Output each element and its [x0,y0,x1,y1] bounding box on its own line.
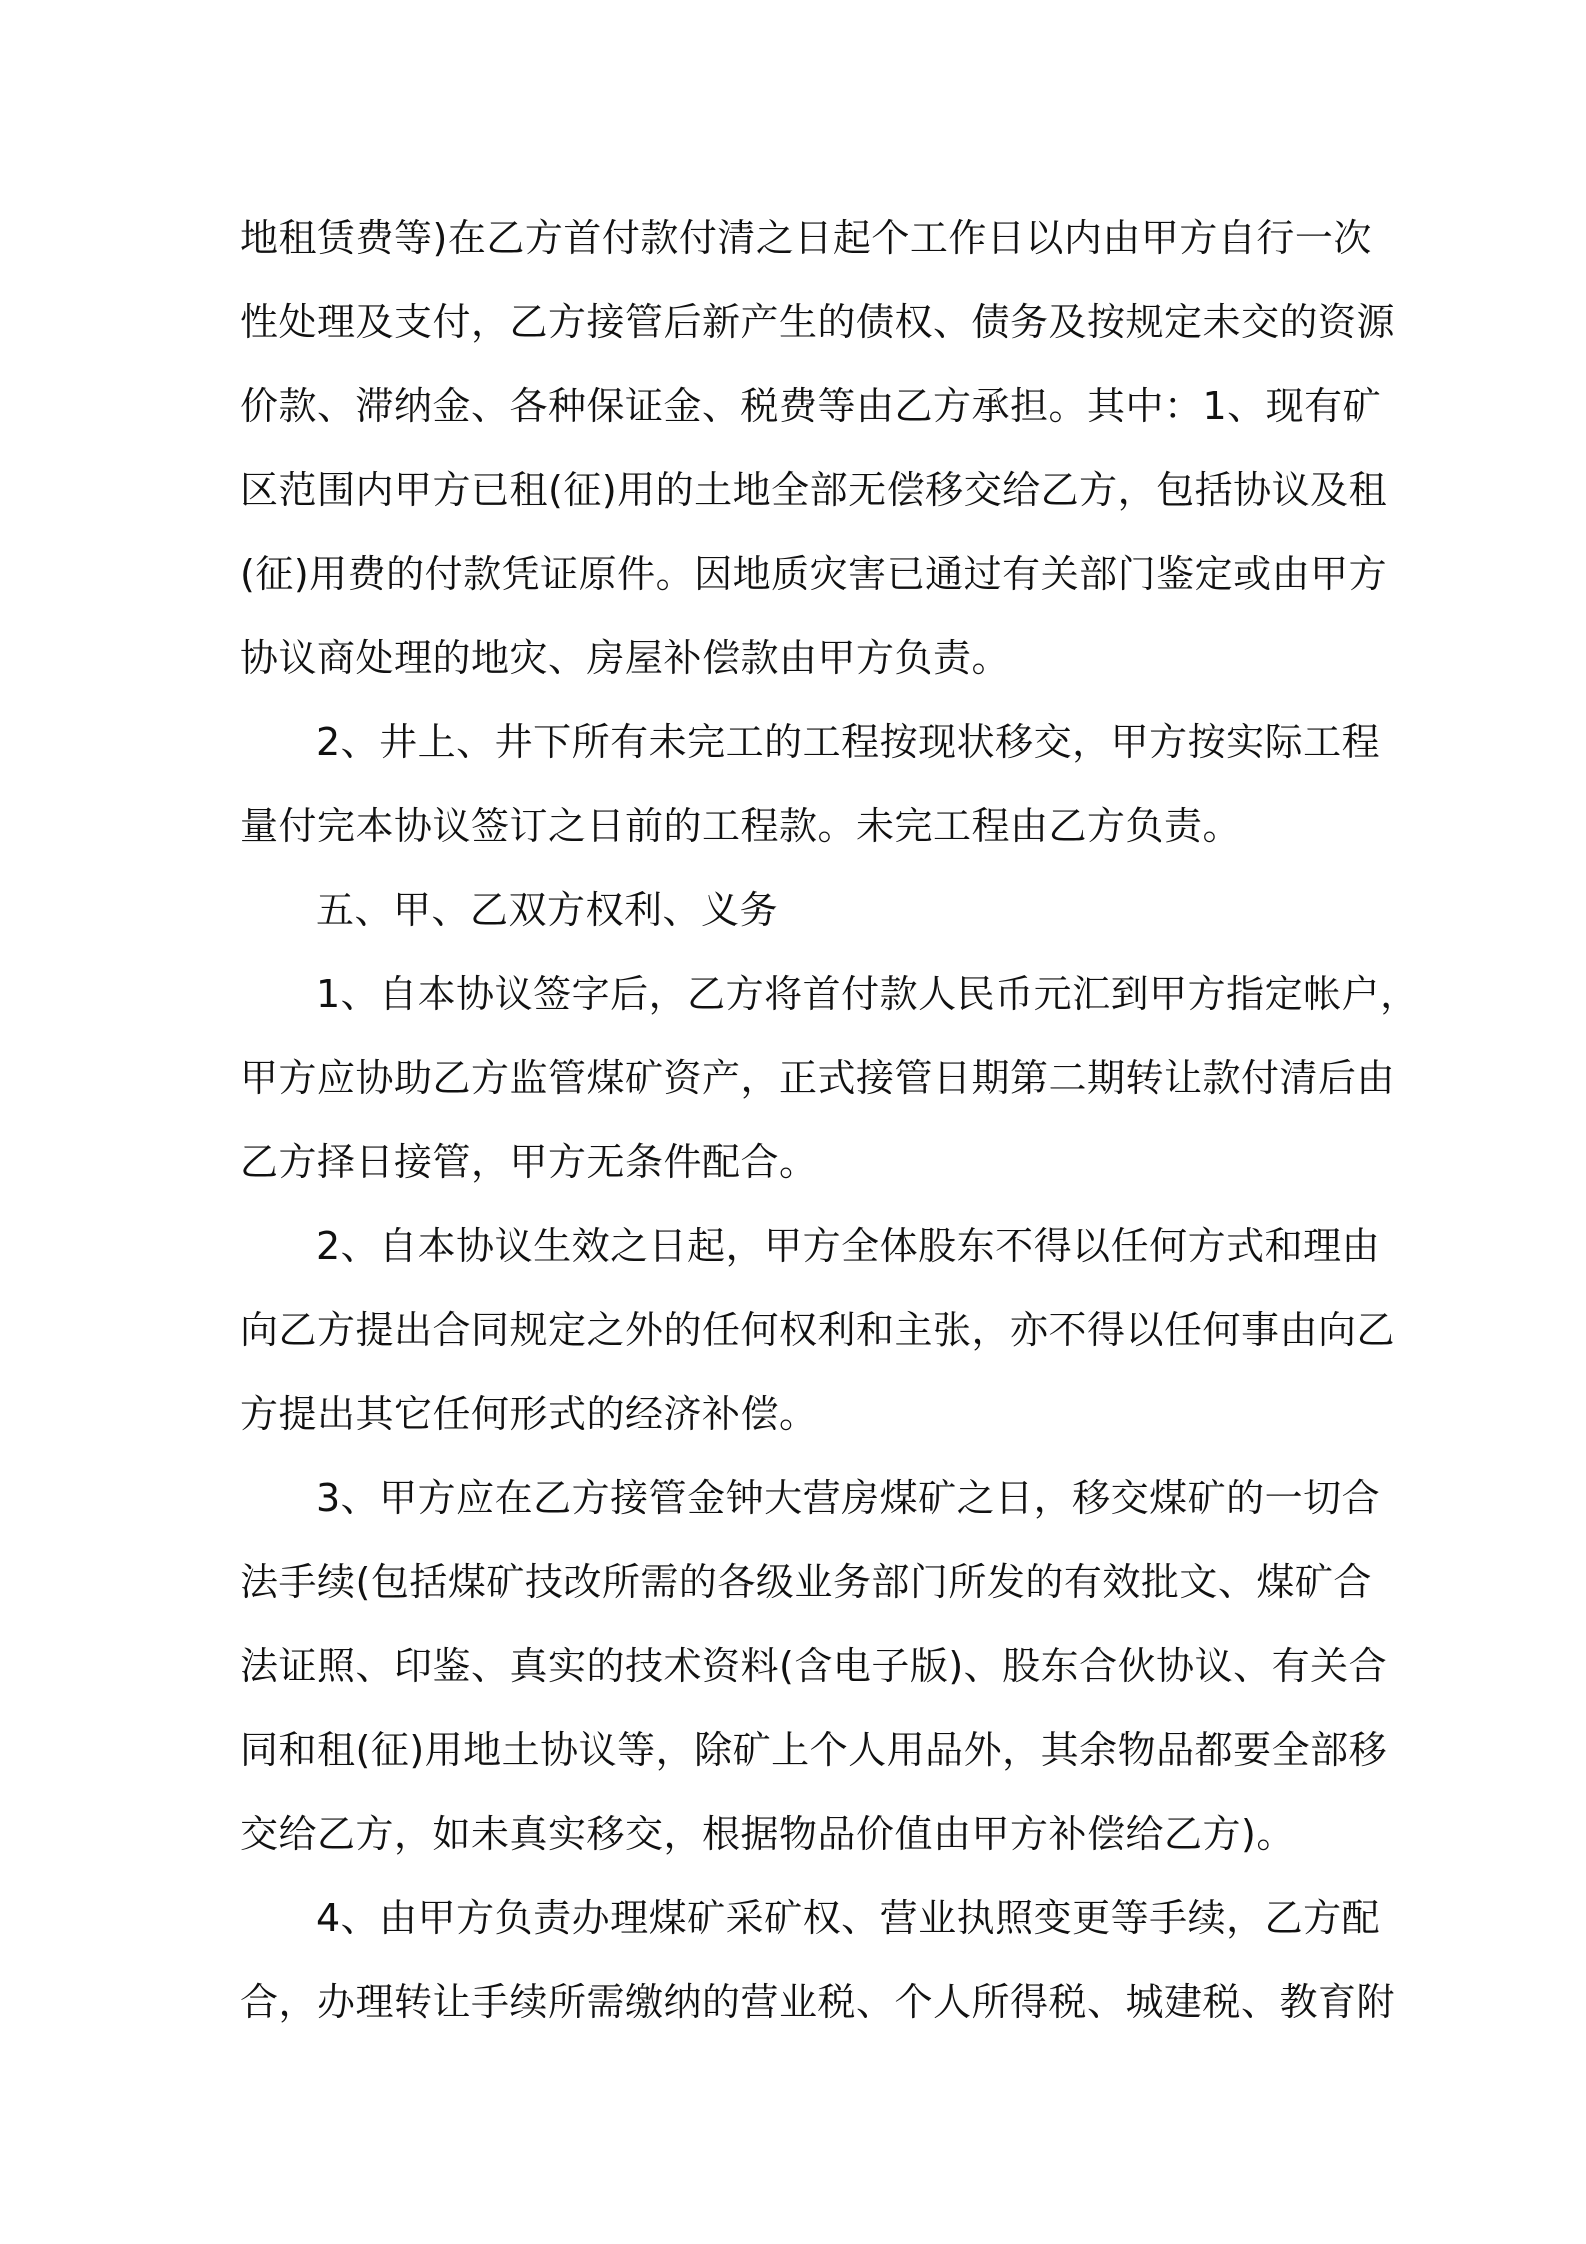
text-line: (征)用费的付款凭证原件。因地质灾害已通过有关部门鉴定或由甲方 [240,552,1388,596]
text-line: 2、井上、井下所有未完工的工程按现状移交，甲方按实际工程 [316,720,1381,764]
text-line: 法手续(包括煤矿技改所需的各级业务部门所发的有效批文、煤矿合 [240,1560,1372,1604]
text-line: 3、甲方应在乙方接管金钟大营房煤矿之日，移交煤矿的一切合 [316,1476,1381,1520]
text-line: 价款、滞纳金、各种保证金、税费等由乙方承担。其中：1、现有矿 [240,384,1382,428]
paragraph [240,1456,1388,1876]
paragraph [240,1876,1396,2044]
text-line: 向乙方提出合同规定之外的任何权利和主张，亦不得以任何事由向乙 [240,1308,1396,1352]
text-line: 协议商处理的地灾、房屋补偿款由甲方负责。 [240,636,1011,680]
text-line: 甲方应协助乙方监管煤矿资产，正式接管日期第二期转让款付清后由 [240,1056,1396,1100]
text-line: 性处理及支付，乙方接管后新产生的债权、债务及按规定未交的资源 [240,300,1396,344]
paragraph [240,196,1396,700]
paragraph [240,700,1381,868]
text-line: 同和租(征)用地土协议等，除矿上个人用品外，其余物品都要全部移 [240,1728,1388,1772]
text-line: 量付完本协议签订之日前的工程款。未完工程由乙方负责。 [240,804,1242,848]
text-line: 法证照、印鉴、真实的技术资料(含电子版)、股东合伙协议、有关合 [240,1644,1388,1688]
paragraph [240,952,1419,1204]
text-line: 方提出其它任何形式的经济补偿。 [240,1392,818,1436]
document-body [240,196,1419,2044]
text-line: 地租赁费等)在乙方首付款付清之日起个工作日以内由甲方自行一次 [240,216,1372,260]
text-line: 乙方择日接管，甲方无条件配合。 [240,1140,818,1184]
text-line: 合，办理转让手续所需缴纳的营业税、个人所得税、城建税、教育附 [240,1980,1396,2024]
paragraph [240,1204,1396,1456]
text-line: 区范围内甲方已租(征)用的土地全部无偿移交给乙方，包括协议及租 [240,468,1388,512]
text-line: 2、自本协议生效之日起，甲方全体股东不得以任何方式和理由 [316,1224,1381,1268]
text-line: 1、自本协议签字后，乙方将首付款人民币元汇到甲方指定帐户， [316,972,1419,1016]
paragraph [240,868,1360,952]
text-line: 交给乙方，如未真实移交，根据物品价值由甲方补偿给乙方)。 [240,1812,1295,1856]
text-line: 4、由甲方负责办理煤矿采矿权、营业执照变更等手续，乙方配 [316,1896,1381,1940]
text-line: 五、甲、乙双方权利、义务 [316,888,779,932]
